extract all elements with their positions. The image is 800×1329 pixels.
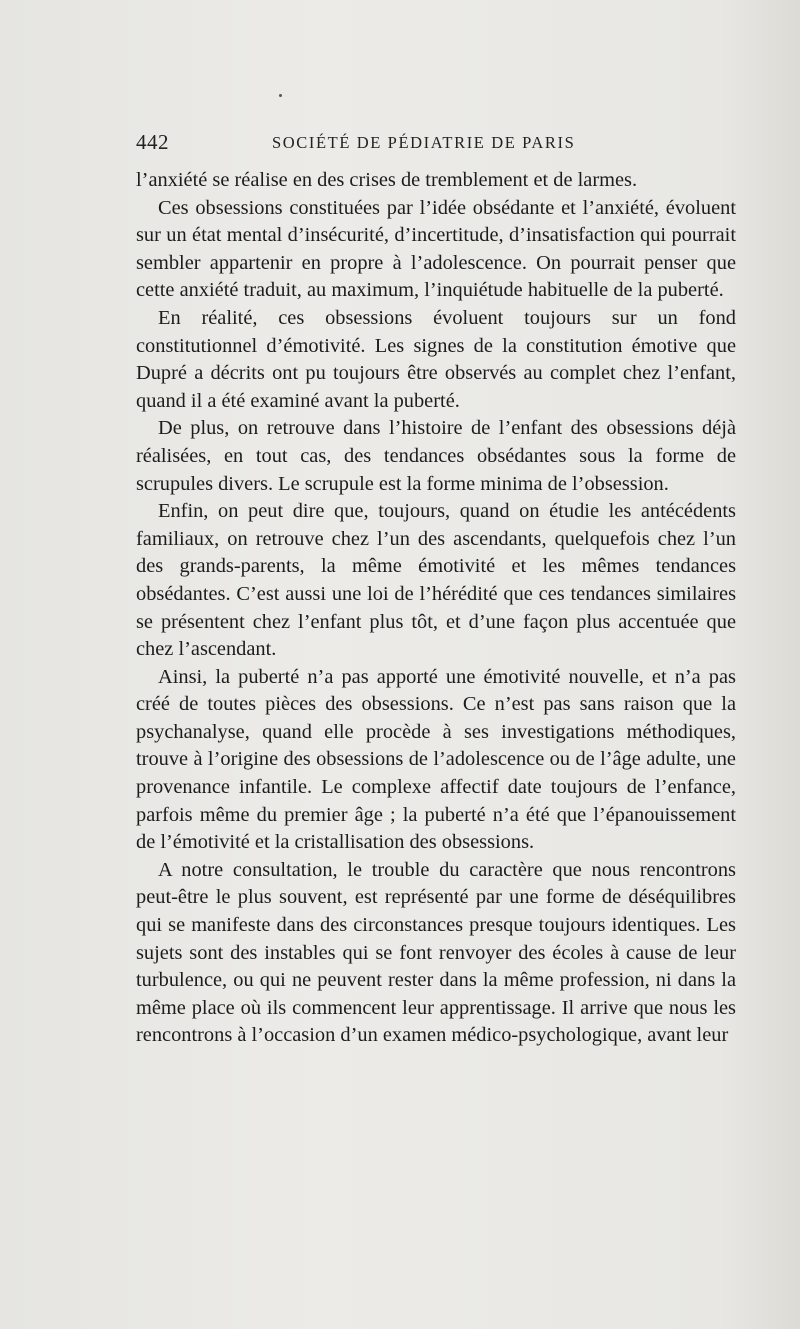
- paragraph: Ces obsessions constituées par l’idée obsédante et l’anxiété, évoluent sur un état mental d’insécurité, d’incertitude, d’insatisfaction qui pourrait sembler appartenir en propre à l’adolescence. On pourrait penser que cette anxiété traduit, au maximum, l’inquiétude habituelle de la puberté.: [136, 196, 736, 302]
- paragraph-continued: l’anxiété se réalise en des crises de tremblement et de larmes.: [136, 169, 638, 191]
- paragraph: Ainsi, la puberté n’a pas apporté une émotivité nouvelle, et n’a pas créé de toutes pièces des obsessions. Ce n’est pas sans raison que la psychanalyse, quand elle procède à ses investigations méthodiques, trouve à l’origine des obsessions de l’adolescence ou de l’âge adulte, une provenance infantile. Le complexe affectif date toujours de l’enfance, parfois même du premier âge ; la puberté n’a été que l’épanouissement de l’émotivité et la cristallisation des obsessions.: [136, 665, 736, 854]
- paragraph: Enfin, on peut dire que, toujours, quand on étudie les antécédents familiaux, on retrouve chez l’un des ascendants, quelquefois chez l’un des grands-parents, la même émotivité et les mêmes tendances obsédantes. C’est aussi une loi de l’hérédité que ces tendances similaires se présentent chez l’enfant plus tôt, et d’une façon plus accentuée que chez l’ascendant.: [136, 500, 736, 661]
- paragraph: A notre consultation, le trouble du caractère que nous rencontrons peut-être le plus souvent, est représenté par une forme de déséquilibres qui se manifeste dans des circonstances presque toujours identiques. Les sujets sont des instables qui se font renvoyer des écoles à cause de leur turbulence, ou qui ne peuvent rester dans la même profession, ni dans la même place où ils commencent leur apprentissage. Il arrive que nous les rencontrons à l’occasion d’un examen médico-psychologique, avant leur: [136, 858, 736, 1047]
- paragraph: De plus, on retrouve dans l’histoire de l’enfant des obsessions déjà réalisées, en tout cas, des tendances obsédantes sous la forme de scrupules divers. Le scrupule est la forme minima de l’obsession.: [136, 417, 736, 495]
- ink-speck: [279, 94, 282, 97]
- page-header: [136, 130, 736, 158]
- running-title: SOCIÉTÉ DE PÉDIATRIE DE PARIS: [272, 133, 576, 152]
- paragraph: En réalité, ces obsessions évoluent toujours sur un fond constitutionnel d’émotivité. Les signes de la constitution émotive que Dupré a décrits ont pu toujours être observés au complet chez l’enfant, quand il a été examiné avant la puberté.: [136, 306, 736, 412]
- body-text: [136, 167, 736, 1050]
- page-number: 442: [136, 130, 169, 154]
